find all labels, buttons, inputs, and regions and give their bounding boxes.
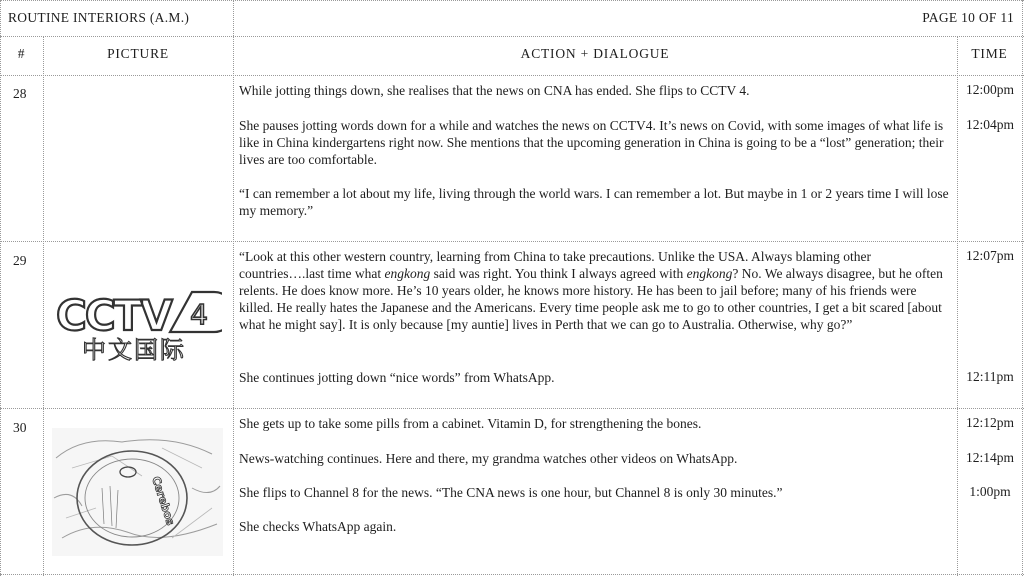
grid-line <box>0 36 1024 37</box>
row-number: 30 <box>13 420 27 435</box>
grid-line <box>0 75 1024 76</box>
cctv-logo-text: CCTV <box>56 291 171 340</box>
column-header-picture: PICTURE <box>107 46 169 61</box>
column-header-action: ACTION + DIALOGUE <box>520 46 670 61</box>
time-stamp: 12:07pm <box>965 248 1014 263</box>
grid-line <box>0 0 1024 1</box>
grid-line <box>1022 0 1023 576</box>
action-paragraph: She gets up to take some pills from a cabinet. Vitamin D, for strengthening the bones. <box>239 416 702 431</box>
time-stamp: 12:00pm <box>965 82 1014 97</box>
action-paragraph <box>239 248 951 333</box>
action-paragraph: She checks WhatsApp again. <box>239 519 397 534</box>
bottle-brand-text: Cerebos <box>149 474 178 527</box>
action-paragraph: She continues jotting down “nice words” from WhatsApp. <box>239 370 555 385</box>
time-stamp: 1:00pm <box>969 484 1011 499</box>
grid-line <box>0 408 1024 409</box>
time-stamp: 12:14pm <box>965 450 1014 465</box>
page-number: PAGE 10 OF 11 <box>922 10 1014 25</box>
column-header-time: TIME <box>971 46 1008 61</box>
row-number: 29 <box>13 253 27 268</box>
quote-emphasis: engkong <box>686 266 733 281</box>
action-paragraph: News-watching continues. Here and there, my grandma watches other videos on WhatsApp. <box>239 451 738 466</box>
pill-bottle-sketch-image <box>52 428 223 556</box>
time-stamp: 12:12pm <box>965 415 1014 430</box>
action-paragraph: She pauses jotting words down for a while and watches the news on CCTV4. It’s news on Covid, with some images of what life is like in China kindergartens right now. She mentions that the upcoming generation in China is going to be a “lost” generation; their lives are too comfortable. <box>239 118 944 167</box>
action-paragraph: While jotting things down, she realises that the news on CNA has ended. She flips to CCTV 4. <box>239 83 750 98</box>
column-header-number: # <box>17 46 26 61</box>
time-stamp: 12:11pm <box>966 369 1014 384</box>
grid-line <box>233 0 234 576</box>
grid-line <box>0 0 1 576</box>
document-title: ROUTINE INTERIORS (A.M.) <box>8 10 190 25</box>
grid-line <box>0 574 1024 575</box>
grid-line <box>0 241 1024 242</box>
grid-line <box>43 37 44 576</box>
cctv4-logo-image <box>52 286 222 364</box>
quote-text: “Look at this other western country, learning from China to take precautions. Unlike the USA. Always blaming other countries….last time what <box>239 249 871 281</box>
chinese-caption-text: 中文国际 <box>82 336 186 364</box>
quote-emphasis: engkong <box>384 266 431 281</box>
action-paragraph: She flips to Channel 8 for the news. “The CNA news is one hour, but Channel 8 is only 30 minutes.” <box>239 485 783 500</box>
quote-text: ? No. We always disagree, but he often relents. He does know more. He’s 10 years older, he knows more history. He has been to jail before; many of his friends were killed. He really hates the Japanese and the Americans. Every time people ask me to go to other countries, I get a bit scared [about what he might say]. It is only because [my auntie] lives in Perth that we can go to Australia. Otherwise, why go?” <box>239 266 943 332</box>
row-number: 28 <box>13 86 27 101</box>
action-paragraph: “I can remember a lot about my life, living through the world wars. I can remember a lot. But maybe in 1 or 2 years time I will lose my memory.” <box>239 186 949 218</box>
page-header <box>0 0 1024 36</box>
quote-text: said was right. You think I always agreed with <box>430 266 687 281</box>
time-stamp: 12:04pm <box>965 117 1014 132</box>
channel-number-text: 4 <box>190 298 208 331</box>
